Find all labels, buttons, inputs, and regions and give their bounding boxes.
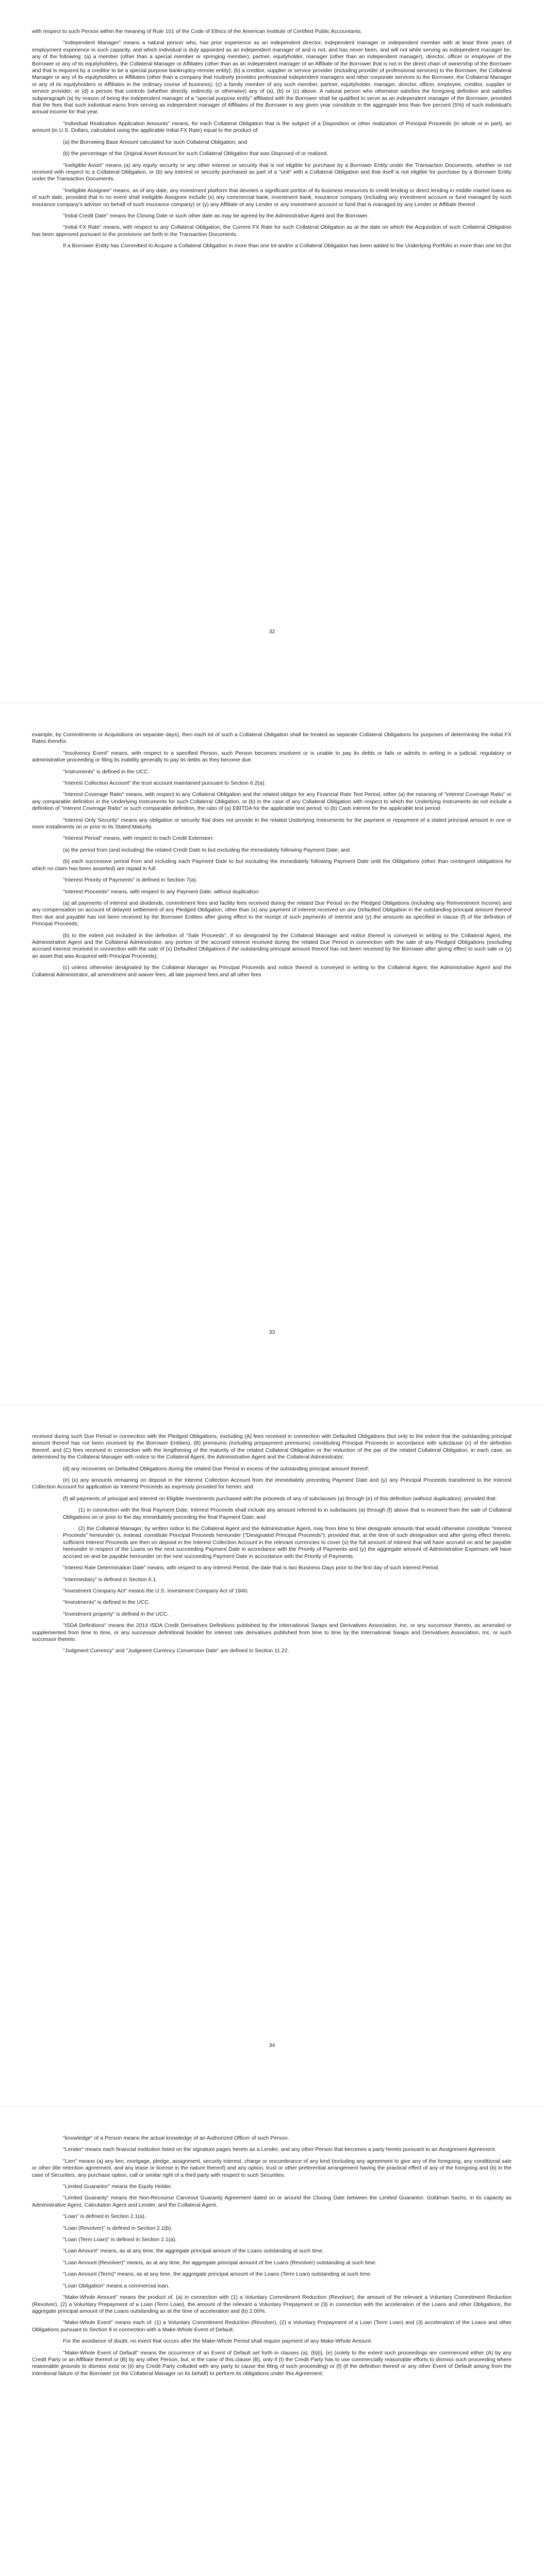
definition-instruments: "Instruments" is defined in the UCC. (63, 768, 150, 775)
clause-a: (a) the Borrowing Base Amount calculated for such Collateral Obligation; and (63, 139, 248, 145)
page-number: 32 (269, 629, 275, 635)
definition-lien: "Lien" means (a) any lien, mortgage, pledge, assignment, security interest, charge or encumbrance of any kind (including any agreement to give any of the foregoing, any conditional sale or other title retention agreement, and any lease or license in the nature thereof) and any option, trust or other preferential arrangement having the practical effect of any of the foregoing and (b) in the case of Securities, any purchase option, call or similar right of a third party with respect to such Securities. (32, 2158, 512, 2178)
definition-lender: "Lender" means each financial institution listed on the signature pages hereto as a Lender, and any other Person that becomes a party hereto pursuant to an Assignment Agreement. (63, 2146, 497, 2153)
definition-ineligible-asset: "Ineligible Asset" means (a) any equity security or any other interest or security that is not eligible for purchase by a Borrower Entity under the Transaction Documents, whether or not received with respect to a Collateral Obligation, or (b) any interest or security purchased as part of a "unit" with a Collateral Obligation and that itself is not eligible for purchase by a Borrower Entity under the Transaction Documents. (32, 162, 512, 182)
definition-initial-credit-date: "Initial Credit Date" means the Closing Date or such other date as may be agreed by the Administrative Agent and the Borrower. (63, 212, 369, 219)
page-divider (0, 2106, 544, 2107)
definition-interest-collection-account: "Interest Collection Account" the trust account maintained pursuant to Section 6.2(a). (63, 780, 266, 787)
clause-b: (b) each successive period from and including each Payment Date to but excluding the immediately following Payment Date until the Obligations (other than contingent obligations for which no claim has been asserted) are repaid in full. (32, 858, 512, 872)
clause-a: (a) the period from (and including) the related Credit Date to but excluding the immediately following Payment Date; and (63, 846, 350, 853)
paragraph: with respect to such Person within the meaning of Rule 101 of the Code of Ethics of the American Institute of Certified Public Accountants. (32, 28, 362, 35)
definition-limited-guaranty: "Limited Guaranty" means the Non-Recourse Carveout Guaranty Agreement dated on or around the Closing Date between the Limited Guarantor, Goldman Sachs, in its capacity as Administrative Agent, Calculation Agent and Lender, and the Collateral Agent. (32, 2195, 512, 2208)
definition-investments: "Investments" is defined in the UCC. (63, 1599, 151, 1606)
definition-interest-period: "Interest Period" means, with respect to each Credit Extension: (63, 835, 214, 842)
clause-c: (c) unless otherwise designated by the Collateral Manager as Principal Proceeds and notice thereof is conveyed in writing to the Collateral Agent, the Administrative Agent and the Collateral Administrator, all amendment and waiver fees, all late payment fees and all other fees (32, 964, 512, 978)
definition-investment-company-act: "Investment Company Act" means the U.S. Investment Company Act of 1940. (63, 1587, 249, 1594)
definition-interest-coverage-ratio: "Interest Coverage Ratio" means, with respect to any Collateral Obligation and the related obligor for any Financial Rate Test Period, either (a) the meaning of "interest Coverage Ratio" or any comparable definition in the Underlying Instruments for such Collateral Obligation, or (b) in the case of any Collateral Obligation with respect to which the Underlying Instruments do not include a definition of "Interest Coverage Ratio" or such comparable definition, the ratio of (a) EBITDA for the applicable test period, to (b) Cash interest for the applicable test period. (32, 791, 512, 812)
definition-interest-rate-determination-date: "Interest Rate Determination Date" means, with respect to any Interest Period, the date that is two Business Days prior to the first day of such Interest Period. (63, 1565, 439, 1571)
definition-loan: "Loan" is defined in Section 2.1(a). (63, 2213, 146, 2220)
clause-2: (2) the Collateral Manager, by written notice to the Collateral Agent and the Administrative Agent, may from time to time designate amounts that would otherwise constitute "Interest Proceeds" hereunder (x, instead, constitute Principal Proceeds hereunder ("Designated Principal Proceeds"); provided that, at the time of such designation and after giving effect thereto, sufficient Interest Proceeds are then on deposit in the Interest Collection Account in the relevant currencies to cover (x) the full amount of interest that will have accrued on and be payable hereunder in respect of the Loans on the next succeeding Payment Date in accordance with the Priority of Payments and (y) the aggregate amount of Administrative Expenses will have accrued on and be payable hereunder on the next succeeding Payment Date in accordance with the Priority of Payments. (63, 1526, 512, 1560)
page-divider (0, 1404, 544, 1405)
definition-intermediary: "Intermediary" is defined in Section 6.1. (63, 1576, 158, 1583)
definition-independent-manager: "Independent Manager" means a natural person who, has prior experience as an independent director, independent manager or independent member with at least three years of employment experience in such capacity, and which individual is duly appointed as an independent manager of and is not, and has never been, and will not while serving as independent manager be, any of the following: (a) a member (other than a special member or springing member), partner, equityholder, manager (other than an independent manager), director, officer or employee of the Borrower or any of its equityholders, the Collateral Manager or Affiliates (other than as an independent manager of an Affiliate of the Borrower that is not in the direct chain of ownership of the Borrower and that is required by a creditor to be a special purpose bankruptcy-remote entity); (b) a creditor, supplier or service provider (including provider of professional services) to the Borrower, the Collateral Manager or any of its equityholders or Affiliates (other than a company that routinely provides professional independent managers and other corporate services to the Borrower, the Collateral Manager or any of its equityholders or Affiliates in the ordinary course of business); (c) a family member of any such member, partner, equityholder, manager, director, officer, employee, creditor, supplier or service provider; or (d) a person that controls (whether directly, indirectly or otherwise) any of (a), (b) or (c) above. A natural person who otherwise satisfies the foregoing definition and satisfies subparagraph (a) by reason of being the independent manager of a "special purpose entity" affiliated with the Borrower shall be qualified to serve as an independent manager of the Borrower, provided that the fees that such individual earns from serving as independent manager of Affiliates of the Borrower in any given year constitute in the aggregate less than five percent (5%) of such individual's annual income for that year. (32, 40, 512, 115)
page-number: 34 (269, 2042, 275, 2048)
definition-loan-amount-revolver: "Loan Amount (Revolver)" means, as at any time, the aggregate principal amount of the Loans (Revolver) outstanding at such time. (63, 2259, 377, 2266)
document-page-35 (32, 2135, 512, 2382)
paragraph: If a Borrower Entity has Committed to Acquire a Collateral Obligation in more than one lot and/or a Collateral Obligation has been added to the Underlying Portfolio in more than one lot (for (63, 243, 512, 249)
clause-1: (1) in connection with the final Payment Date, Interest Proceeds shall include any amount referred to in subclauses (a) through (f) above that is received from the sale of Collateral Obligations on or prior to the day immediately preceding the final Payment Date; and (63, 1507, 512, 1520)
definition-loan-revolver: "Loan (Revolver)" is defined in Section 2.1(b). (63, 2225, 173, 2231)
document-page-32 (32, 28, 512, 255)
clause-b: (b) the percentage of the Original Asset Amount for such Collateral Obligation that was Disposed of or realized. (63, 150, 328, 157)
clause-f: (f) all payments of principal and interest on Eligible Investments purchased with the proceeds of any of subclauses (a) through (e) of this definition (without duplication); provided that: (63, 1495, 497, 1502)
definition-interest-priority-of-payments: "Interest Priority of Payments" is defined in Section 7(a). (63, 877, 197, 884)
paragraph: For the avoidance of doubt, no event that occurs after the Make-Whole Period shall require payment of any Make-Whole Amount. (63, 2338, 372, 2345)
clause-a: (a) all payments of interest and dividends, commitment fees and facility fees received during the related Due Period on the Pledged Obligations (including any Reinvestment Income) and any compensation on account of delayed settlement of any Pledged Obligation, other than (x) any payment of interest received on any Defaulted Obligation in the outstanding principal amount thereof then due and payable has not been received by the Borrower Entities after giving effect to the receipt of such payments of interest and (y) the amounts as specified in clause (f) of the definition of Principal Proceeds; (32, 900, 512, 927)
definition-insolvency-event: "Insolvency Event" means, with respect to a specified Person, such Person becomes insolvent or is unable to pay its debts or fails or admits in writing in a judicial, regulatory or administrative proceeding or filing its inability generally to pay its debts as they become due. (32, 750, 512, 764)
definition-loan-term-loan: "Loan (Term Loan)" is defined in Section 2.1(a). (63, 2236, 177, 2243)
definition-limited-guarantor: "Limited Guarantor" means the Equity Holder. (63, 2183, 172, 2190)
page-number: 33 (269, 1329, 275, 1335)
definition-make-whole-event-of-default: "Make-Whole Event of Default" means the occurrence of an Event of Default set forth in clauses (a), (b)(i), (e) (solely to the extent such proceedings are commenced either (A) by any Credit Party or an Affiliate thereof or (B) by any other Person, but, in the case of this clause (B), only if (I) the Credit Party has to use commercially reasonable efforts to dismiss such proceeding where reasonable grounds to dismiss exist or (ii) any Credit Party colluded with any party to cause the filing of such proceeding) or (f) (if the definition thereof or any other Event of Default arising from the intentional failure of the Borrower (or the Collateral Manager on its behalf) to perform its obligations under this Agreement; (32, 2349, 512, 2377)
clause-e: (e) (x) any amounts remaining on deposit in the Interest Collection Account from the immediately preceding Payment Date and (y) any Principal Proceeds transferred to the Interest Collection Account for application as Interest Proceeds as expressly provided for herein; and (32, 1477, 512, 1490)
definition-investment-property: "Investment property" is defined in the UCC. (63, 1611, 169, 1617)
definition-judgment-currency: "Judgment Currency" and "Judgment Currency Conversion Date" are defined in Section 11.22. (63, 1648, 289, 1654)
clause-b: (b) to the extent not included in the definition of "Sale Proceeds", if so designated by the Collateral Manager and notice thereof is conveyed in writing to the Collateral Agent, the Administrative Agent and the Collateral Administrator, any portion of the accrued interest received during the related Due Period in connection with the sale of any Pledged Obligations (excluding accrued interest received in connection with the sale of (x) Defaulted Obligations if the outstanding principal amount thereof has not been received by the Borrower after giving effect to such sale or (y) an asset that was Acquired with Principal Proceeds); (32, 932, 512, 959)
definition-ineligible-assignee: "Ineligible Assignee" means, as of any date, any investment platform that devotes a significant portion of its business resources to credit lending or direct lending in middle market loans as of such date, provided that in no event shall Ineligible Assignee include (x) any commercial bank, investment bank, insurance company (including any investment account or fund managed by such insurance company's adviser on behalf of such insurance company) or (y) any Affiliate of any Lender or any investment account or fund that is managed by any Lender or Affiliate thereof. (32, 187, 512, 208)
definition-interest-only-security: "Interest Only Security" means any obligation or security that does not provide in the related Underlying Instruments for the payment or repayment of a stated principal amount in one or more installments on or prior to its Stated Maturity. (32, 817, 512, 831)
definition-interest-proceeds: "Interest Proceeds" means, with respect to any Payment Date, without duplication: (63, 888, 260, 895)
document-page-34 (32, 1433, 512, 1659)
definition-make-whole-amount: "Make-Whole Amount" means the product of, (a) in connection with (1) a Voluntary Commitment Reduction (Revolver), the amount of the relevant a Voluntary Commitment Reduction (Revolver), (2) a Voluntary Prepayment of a Loan (Term Loan), the amount of the relevant a Voluntary Prepayment or (3) in connection with the acceleration of the Loans and other Obligations, the aggregate principal amount of the Loans outstanding as at the time of acceleration and (b) 2.00%. (32, 2294, 512, 2314)
definition-loan-amount-term: "Loan Amount (Term)" means, as at any time, the aggregate principal amount of the Loans (Term Loan) outstanding at such time. (63, 2271, 372, 2278)
definition-initial-fx-rate: "Initial FX Rate" means, with respect to any Collateral Obligation, the Current FX Rate for such Collateral Obligation as at the date on which the Acquisition of such Collateral Obligation has been approved pursuant to the provisions set forth in the Transaction Documents. (32, 224, 512, 238)
paragraph: example, by Commitments or Acquisitions on separate days), then each lot of such a Collateral Obligation shall be treated as separate Collateral Obligations for purposes of determining the Initial FX Rates therefor. (32, 732, 512, 745)
definition-make-whole-event: "Make-Whole Event" means each of: (1) a Voluntary Commitment Reduction (Revolver), (2) a Voluntary Prepayment of a Loan (Term Loan) and (3) acceleration of the Loans and other Obligations pursuant to Section 9 in connection with a Make-Whole Event of Default. (32, 2319, 512, 2333)
definition-knowledge: "knowledge" of a Person means the actual knowledge of an Authorized Officer of such Person. (63, 2135, 289, 2141)
paragraph: received during such Due Period in connection with the Pledged Obligations, excluding (A) fees received in connection with Defaulted Obligations (but only to the extent that the outstanding principal amount thereof has not been received by the Borrower Entities), (B) premiums (including prepayment premiums) constituting Principal Proceeds in accordance with subclause (c) of the definition thereof, and (C) fees received in connection with the lengthening of the maturity of the related Collateral Obligation or the reduction of the par of the related Collateral Obligation, in each case, as determined by the Collateral Manager with notice to the Collateral Agent, the Administrative Agent and the Collateral Administrator; (32, 1433, 512, 1461)
document-page-33 (32, 732, 512, 983)
definition-loan-obligation: "Loan Obligation" means a commercial loan. (63, 2282, 170, 2289)
definition-individual-realization-application-amounts: "Individual Realization Application Amounts" means, for each Collateral Obligation that is the subject of a Disposition or other realization of Principal Proceeds (in whole or in part), an amount (in U.S. Dollars, calculated using the applicable Initial FX Rate) equal to the product of: (32, 120, 512, 134)
definition-loan-amount: "Loan Amount" means, as at any time, the aggregate principal amount of the Loans outstanding at such time. (63, 2248, 324, 2255)
definition-isda-definitions: "ISDA Definitions" means the 2014 ISDA Credit Derivatives Definitions published by the International Swaps and Derivatives Association, Inc. or any successor thereto, as amended or supplemented from time to time, or any successor definitional booklet for interest rate derivatives published from time to time by the International Swaps and Derivatives Association, Inc. or such successor thereto. (32, 1622, 512, 1642)
clause-d: (d) any recoveries on Defaulted Obligations during the related Due Period in excess of the outstanding principal amount thereof; (63, 1465, 369, 1472)
